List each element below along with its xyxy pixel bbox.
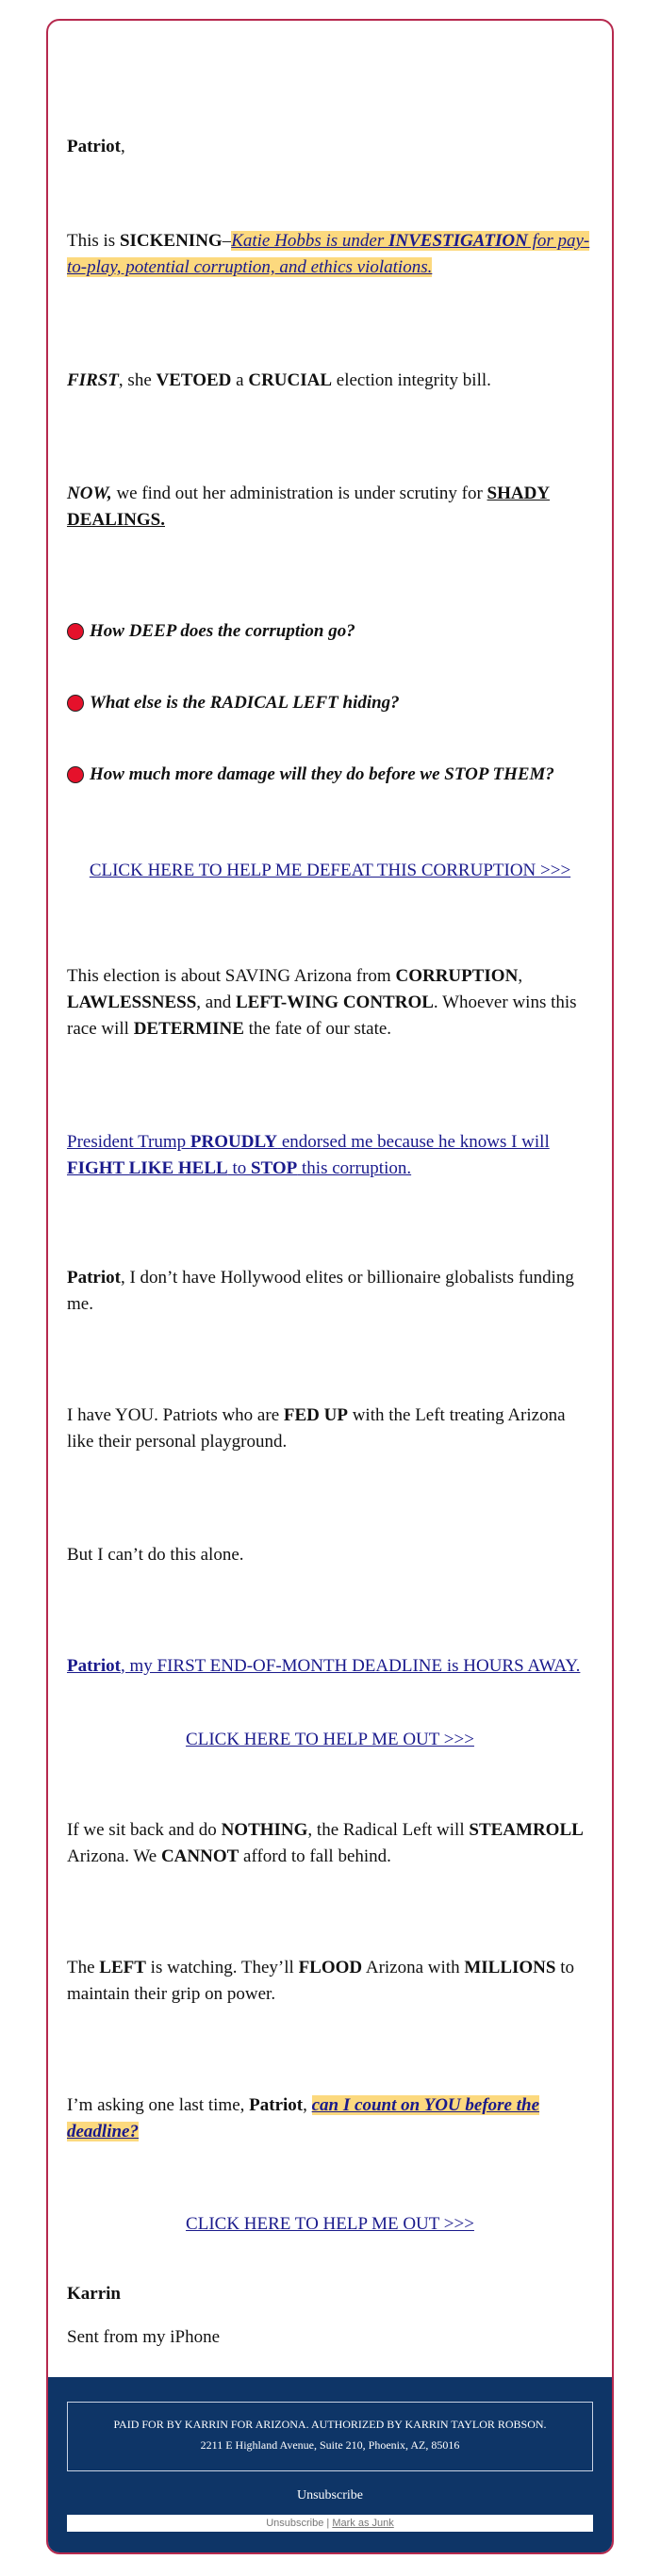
investigation-link[interactable]: Katie Hobbs is under INVESTIGATION for pay-to-play, potential corruption, and ethics violations.: [67, 231, 590, 277]
paragraph-left-watching: The LEFT is watching. They’ll FLOOD Arizona with MILLIONS to maintain their grip on power.: [67, 1958, 574, 2004]
address-text: 2211 E Highland Avenue, Suite 210, Phoenix, AZ, 85016: [200, 2438, 460, 2452]
paragraph-no-elites: Patriot, I don’t have Hollywood elites or billionaire globalists funding me.: [67, 1268, 574, 1314]
cta-defeat-corruption-link[interactable]: CLICK HERE TO HELP ME DEFEAT THIS CORRUPTION >>>: [89, 861, 571, 880]
mark-as-junk-link[interactable]: Mark as Junk: [332, 2518, 394, 2529]
email-card: [46, 19, 614, 2554]
cta-help-me-out-2: [67, 2211, 593, 2238]
count-on-you-link[interactable]: can I count on YOU before the deadline?: [67, 2095, 540, 2141]
cta-defeat-corruption: [67, 858, 593, 884]
footer: [48, 2377, 612, 2552]
bar-unsubscribe-link[interactable]: Unsubscribe: [266, 2518, 324, 2529]
paragraph-cant-alone: But I can’t do this alone.: [67, 1545, 244, 1565]
cta-help-me-out-2-link[interactable]: CLICK HERE TO HELP ME OUT >>>: [186, 2214, 474, 2234]
red-circle-icon: [67, 695, 84, 712]
cta-help-me-out-link[interactable]: CLICK HERE TO HELP ME OUT >>>: [186, 1730, 474, 1749]
bullet-item: What else is the RADICAL LEFT hiding?: [67, 690, 593, 716]
endorsement-link[interactable]: President Trump PROUDLY endorsed me because he knows I will FIGHT LIKE HELL to STOP this corruption.: [67, 1132, 550, 1178]
unsubscribe-link[interactable]: Unsubscribe: [297, 2488, 363, 2502]
paragraph-first: FIRST, she VETOED a CRUCIAL election integrity bill.: [67, 370, 491, 390]
cta-help-me-out: [67, 1727, 593, 1753]
bullet-item: How DEEP does the corruption go?: [67, 618, 593, 645]
paid-for-text: PAID FOR BY KARRIN FOR ARIZONA. AUTHORIZED BY KARRIN TAYLOR ROBSON.: [113, 2418, 547, 2431]
deadline-link[interactable]: Patriot, my FIRST END-OF-MONTH DEADLINE is HOURS AWAY.: [67, 1656, 581, 1676]
sent-from-iphone: Sent from my iPhone: [67, 2327, 221, 2347]
paragraph-have-you: I have YOU. Patriots who are FED UP with the Left treating Arizona like their personal playground.: [67, 1405, 566, 1452]
paid-for-box: [67, 2402, 593, 2471]
paragraph-now: NOW, we find out her administration is under scrutiny for SHADY DEALINGS.: [67, 484, 551, 530]
paragraph-election: This election is about SAVING Arizona from CORRUPTION, LAWLESSNESS, and LEFT-WING CONTROL. Whoever wins this race will DETERMINE the fate of our state.: [67, 966, 577, 1039]
greeting: Patriot,: [67, 137, 125, 156]
paragraph-investigation: This is SICKENING–Katie Hobbs is under INVESTIGATION for pay-to-play, potential corruption, and ethics violations.: [67, 231, 590, 277]
paragraph-last-time: I’m asking one last time, Patriot, can I count on YOU before the deadline?: [67, 2095, 540, 2141]
signature: Karrin: [67, 2284, 121, 2304]
red-circle-icon: [67, 766, 84, 783]
paragraph-trump-endorsement: [67, 1129, 593, 1182]
red-circle-icon: [67, 623, 84, 640]
paragraph-steamroll: If we sit back and do NOTHING, the Radical Left will STEAMROLL Arizona. We CANNOT afford to fall behind.: [67, 1820, 584, 1866]
paragraph-deadline: [67, 1653, 593, 1680]
bullet-item: How much more damage will they do before we STOP THEM?: [67, 762, 593, 788]
client-unsubscribe-bar: Unsubscribe | Mark as Junk: [67, 2515, 593, 2532]
